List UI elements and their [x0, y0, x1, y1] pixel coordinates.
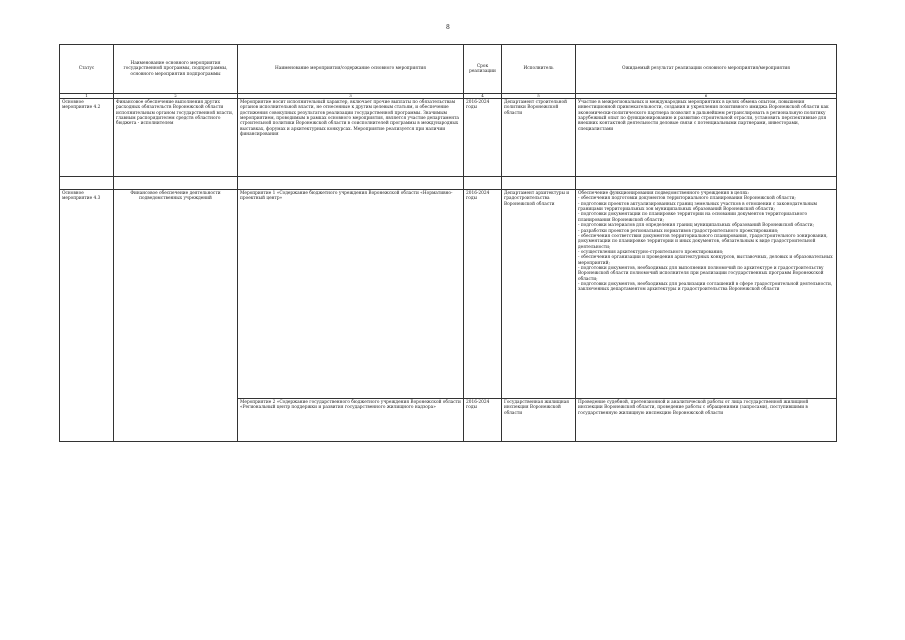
column-number: 2: [114, 94, 238, 99]
term-cell: 2016-2024 годы: [464, 99, 502, 177]
term-cell: 2016-2024 годы: [464, 399, 502, 442]
status-cell: Основное мероприятие 4.2: [60, 99, 114, 177]
result-line: - подготовки материалов для определения границ муниципальных образований Воронежской области;: [578, 223, 815, 229]
measure-cell: Мероприятие 2 «Содержание государственного бюджетного учреждения Воронежской области «Региональный центр поддержки и развития государственного жилищного надзора»: [238, 399, 464, 442]
result-line: - разработки проектов региональных нормативов градостроительного проектирования;: [578, 228, 779, 234]
result-line: Обеспечение функционирования подведомственного учреждения в целях:: [578, 191, 749, 196]
result-line: - обеспечения подготовки документов территориального планирования Воронежской области;: [578, 196, 796, 202]
table-spacer-row: [60, 177, 837, 190]
page-number: 8: [446, 24, 450, 31]
result-line: - подготовки документов, необходимых для выполнения полномочий по архитектуре и градостроительству Воронежской области полномочий исполнителя при реализации государственных программ Воронежской области;: [578, 266, 824, 282]
result-line: - обеспечения соответствия документов территориального планирования, градостроительного зонирования, документации по планировке территории и иных документов, обязательным к виде градостроительной деятельности;: [578, 233, 828, 250]
executor-cell: Департамент строительной политики Воронежской области: [502, 99, 576, 177]
column-number: 1: [60, 94, 114, 99]
measure-cell: Мероприятие носит исполнительный характер, включает прочие выплаты по обязательствам органов исполнительной власти, не отнесенные к другим целевым статьям, и обеспечение достижения совокупных результатов реализации государственной программы. Значимым мероприятием, проводимым в рамках основного мероприятия, является участие департамента строительной политики Воронежской области в соисполнителей программы в международных выставках, форумах и архитектурных конкурсах. Мероприятие реализуется при наличии финансирования: [238, 99, 464, 177]
measure-cell: Мероприятие 1 «Содержание бюджетного учреждения Воронежской области «Нормативно-проектный центр»: [238, 190, 464, 399]
table-header-row: [60, 45, 837, 94]
header-term: Срок реализации: [464, 45, 502, 94]
header-executor: Исполнитель: [502, 45, 576, 94]
status-cell: Основное мероприятие 4.3: [60, 190, 114, 442]
executor-cell: Государственная жилищная инспекция Воронежской области: [502, 399, 576, 442]
header-program-name: Наименование основного мероприятия государственной программы, подпрограммы, основного мероприятия подпрограммы: [114, 45, 238, 94]
result-cell: Проведение судебной, претензионной и аналитической работы от лица государственной жилищной инспекции Воронежской области, проведение работы с обращениями (запросами), поступившими в государственную жилищную инспекцию Воронежской области: [576, 399, 837, 442]
result-line: - обеспечения организации и проведения архитектурных конкурсов, выставочных, деловых и образовательных мероприятий;: [578, 255, 833, 266]
result-cell: Участие в межрегиональных и международных мероприятиях в целях обмена опытом, повышения инвестиционной привлекательности, создания и укрепления позитивного имиджа Воронежской области как экономически-политического партнера позволит в дальнейшем ретранслировать в региональную политику зарубежный опыт по функционированию и развитию строительной отрасли, установить перспективные для внешних контактной деятельности деловые связи с потенциальными партнерами, инвесторами, специалистами: [576, 99, 837, 177]
program-name-cell: Финансовое обеспечение выполнения других расходных обязательств Воронежской области исполнительным органом государственной власти, главным распорядителем средств областного бюджета - исполнителем: [114, 99, 238, 177]
result-line: - подготовки проектов актуализированных границ земельных участков в отношении с законодательным границами территориальных зон муниципальных образований Воронежской области;: [578, 201, 818, 213]
column-number: 3: [238, 94, 464, 99]
header-status: Статус: [60, 45, 114, 94]
column-number: 4: [464, 94, 502, 99]
header-result: Ожидаемый результат реализации основного мероприятия/мероприятия: [576, 45, 837, 94]
executor-cell: Департамент архитектуры и градостроительства Воронежской области: [502, 190, 576, 399]
result-line: - подготовки документации по планировке территории на основании документов территориального планирования Воронежской области;: [578, 212, 808, 223]
program-measures-table: [59, 44, 837, 442]
result-cell: [576, 190, 837, 399]
result-line: - осуществления архитектурно-строительного проектирования;: [578, 249, 724, 255]
result-line: - подготовки документов, необходимых для реализации соглашений в сфере градостроительной деятельности, заключенных департаментом архитектуры и градостроительства Воронежской области: [578, 282, 833, 293]
header-measure: Наименование мероприятия/содержание основного мероприятия: [238, 45, 464, 94]
table-row: [60, 190, 837, 399]
table-row: [60, 99, 837, 177]
column-number: 5: [502, 94, 576, 99]
program-name-cell: Финансовое обеспечение деятельности подведомственных учреждений: [114, 190, 238, 442]
term-cell: 2016-2024 годы: [464, 190, 502, 399]
column-number: 6: [576, 94, 837, 99]
